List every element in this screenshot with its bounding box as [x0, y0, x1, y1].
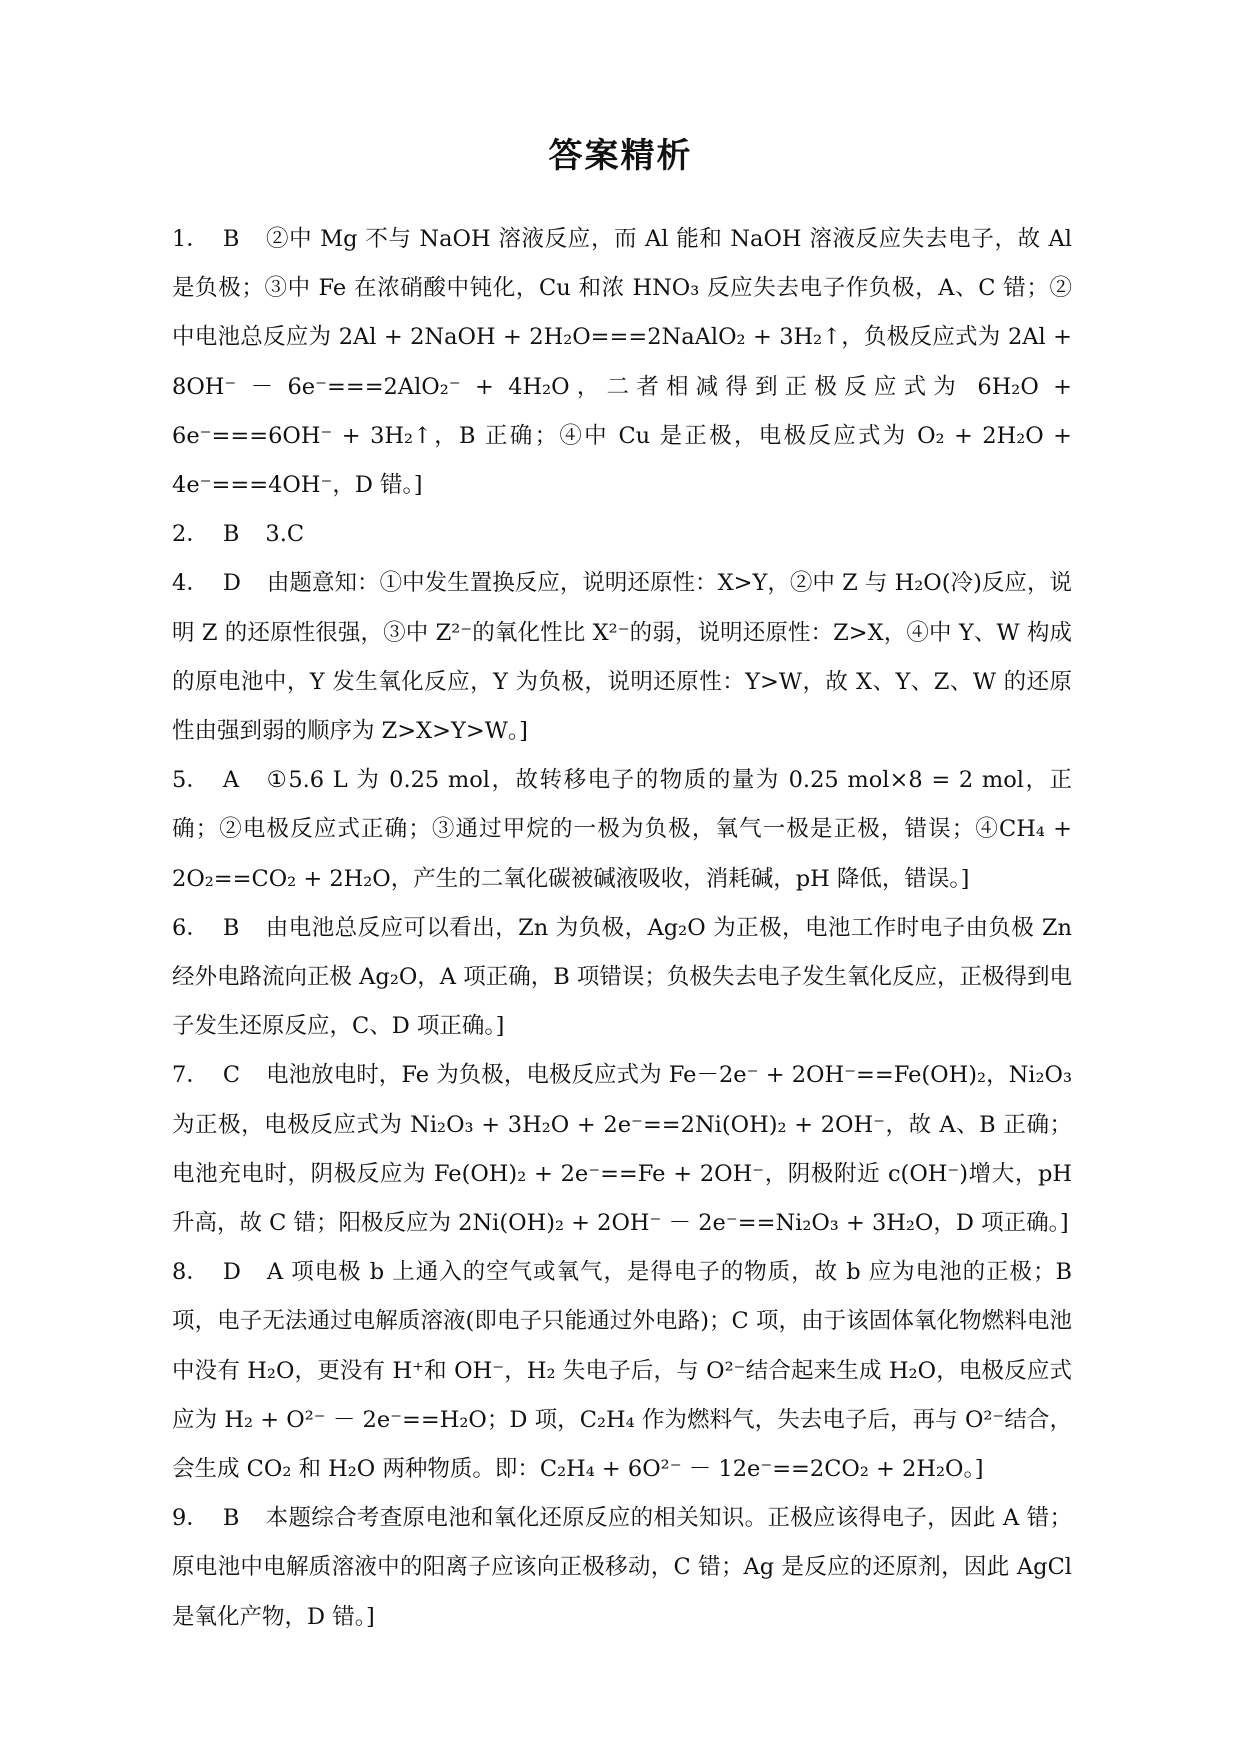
answer-explanation: 由电池总反应可以看出，Zn 为负极，Ag₂O 为正极，电池工作时电子由负极 Zn 经外电路流向正极 Ag₂O，A 项正确，B 项错误；负极失去电子发生氧化反应，正极得到电子发生还原反应，C、D 项正确。] — [172, 914, 1072, 1040]
answer-explanation: 本题综合考查原电池和氧化还原反应的相关知识。正极应该得电子，因此 A 错；原电池中电解质溶液中的阳离子应该向正极移动，C 错；Ag 是反应的还原剂，因此 AgCl 是氧化产物，D 错。] — [172, 1505, 1072, 1630]
answer-number: 2． — [172, 521, 209, 548]
page-title: 答案精析 — [548, 136, 693, 176]
answer-item-8 — [172, 1248, 1072, 1494]
answer-item-6 — [172, 904, 1072, 1052]
answer-choice: D — [222, 570, 241, 597]
answer-number: 1． — [172, 226, 209, 252]
answer-choice: D — [222, 1259, 241, 1286]
answer-choice: B — [222, 914, 240, 941]
answer-explanation: 3.C — [265, 521, 305, 548]
answer-number: 5． — [172, 767, 209, 794]
answer-item-7 — [172, 1051, 1072, 1248]
answer-choice: C — [222, 1062, 241, 1089]
answer-number: 7． — [172, 1062, 209, 1089]
answer-choice: A — [222, 767, 240, 794]
answer-choice: B — [222, 226, 240, 252]
answer-number: 9． — [172, 1505, 209, 1532]
answer-number: 6． — [172, 914, 209, 941]
answer-number: 8． — [172, 1259, 209, 1286]
answer-item-1 — [172, 215, 1072, 510]
answer-item-9 — [172, 1494, 1072, 1642]
answer-choice: B — [222, 521, 240, 548]
answer-explanation: 由题意知：①中发生置换反应，说明还原性：X>Y，②中 Z 与 H₂O(冷)反应，说明 Z 的还原性很强，③中 Z²⁻的氧化性比 X²⁻的弱，说明还原性：Z>X，④中 Y、W 构成的原电池中，Y 发生氧化反应，Y 为负极，说明还原性：Y>W，故 X、Y、Z、W 的还原性由强到弱的顺序为 Z>X>Y>W。] — [172, 570, 1072, 745]
answer-explanation: 电池放电时，Fe 为负极，电极反应式为 Fe－2e⁻ + 2OH⁻==Fe(OH)₂，Ni₂O₃ 为正极，电极反应式为 Ni₂O₃ + 3H₂O + 2e⁻==2Ni(OH)₂ + 2OH⁻，故 A、B 正确；电池充电时，阴极反应为 Fe(OH)₂ + 2e⁻==Fe + 2OH⁻，阴极附近 c(OH⁻)增大，pH 升高，故 C 错；阳极反应为 2Ni(OH)₂ + 2OH⁻ － 2e⁻==Ni₂O₃ + 3H₂O，D 项正确。] — [172, 1062, 1072, 1237]
answer-explanation: A 项电极 b 上通入的空气或氧气，是得电子的物质，故 b 应为电池的正极；B 项，电子无法通过电解质溶液(即电子只能通过外电路)；C 项，由于该固体氧化物燃料电池中没有 H₂O，更没有 H⁺和 OH⁻，H₂ 失电子后，与 O²⁻结合起来生成 H₂O，电极反应式应为 H₂ + O²⁻ － 2e⁻==H₂O；D 项，C₂H₄ 作为燃料气，失去电子后，再与 O²⁻结合，会生成 CO₂ 和 H₂O 两种物质。即：C₂H₄ + 6O²⁻ － 12e⁻==2CO₂ + 2H₂O。] — [172, 1259, 1072, 1483]
answer-list — [172, 215, 1072, 1642]
answer-item-4 — [172, 559, 1072, 756]
answer-explanation: ①5.6 L 为 0.25 mol，故转移电子的物质的量为 0.25 mol×8 = 2 mol，正确；②电极反应式正确；③通过甲烷的一极为负极，氧气一极是正极，错误；④CH₄ + 2O₂==CO₂ + 2H₂O，产生的二氧化碳被碱液吸收，消耗碱，pH 降低，错误。] — [172, 767, 1072, 892]
answer-item-5 — [172, 756, 1072, 904]
answer-explanation: ②中 Mg 不与 NaOH 溶液反应，而 Al 能和 NaOH 溶液反应失去电子，故 Al 是负极；③中 Fe 在浓硝酸中钝化，Cu 和浓 HNO₃ 反应失去电子作负极，A、C 错；②中电池总反应为 2Al + 2NaOH + 2H₂O===2NaAlO₂ + 3H₂↑，负极反应式为 2Al + 8OH⁻ － 6e⁻===2AlO₂⁻ + 4H₂O，二者相减得到正极反应式为 6H₂O + 6e⁻===6OH⁻ + 3H₂↑，B 正确；④中 Cu 是正极，电极反应式为 O₂ + 2H₂O + 4e⁻===4OH⁻，D 错。] — [172, 226, 1072, 499]
answer-item-2 — [172, 510, 1072, 559]
answer-number: 4． — [172, 570, 209, 597]
answer-choice: B — [222, 1505, 240, 1532]
